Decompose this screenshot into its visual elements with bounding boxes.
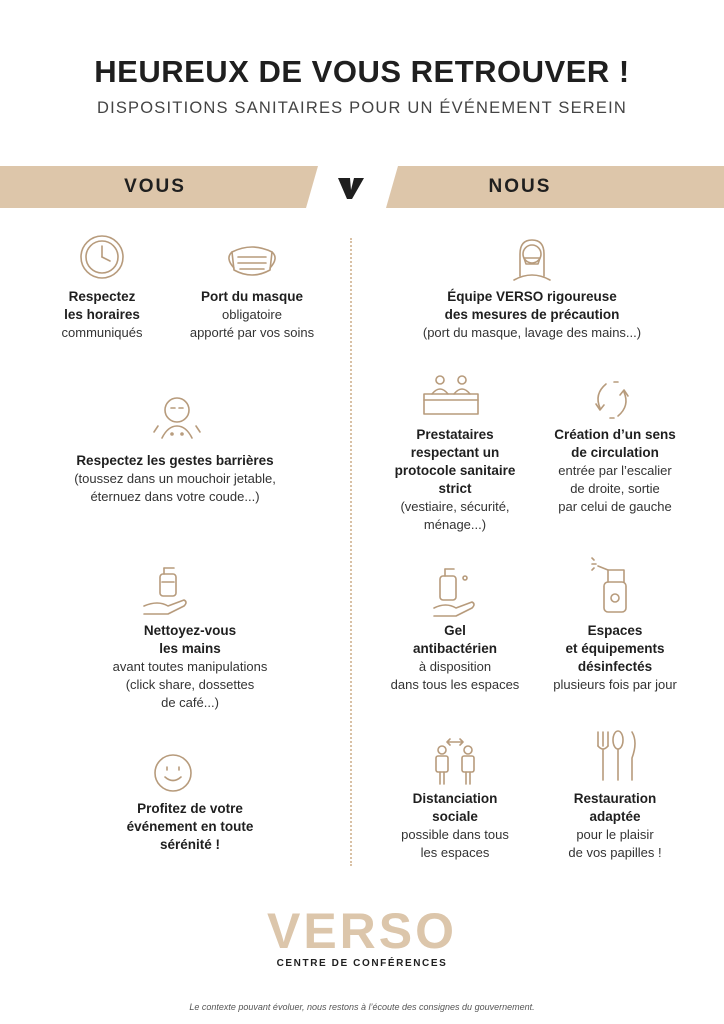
column-divider (350, 238, 352, 866)
item-desc: dans tous les espaces (390, 677, 520, 692)
nous-item-espaces (540, 622, 690, 694)
item-desc: (toussez dans un mouchoir jetable, (74, 471, 276, 486)
brand-logo: VERSO (266, 903, 458, 959)
nous-item-prestataires (380, 426, 530, 534)
item-title: désinfectés (577, 659, 653, 674)
item-desc: les espaces (420, 845, 490, 860)
item-title: sérénité ! (159, 837, 221, 852)
brand-subtitle: CENTRE DE CONFÉRENCES (276, 958, 448, 969)
item-title: respectant un (410, 445, 500, 460)
item-title: Prestataires (416, 427, 494, 442)
nous-item-circulation (540, 426, 690, 516)
vous-item-horaires (40, 288, 164, 342)
item-desc: (port du masque, lavage des mains...) (422, 325, 642, 340)
nous-item-distanciation (380, 790, 530, 862)
item-desc: (vestiaire, sécurité, (400, 499, 510, 514)
item-title: Respectez les gestes barrières (76, 453, 274, 468)
hand-sanitizer-icon (140, 560, 192, 618)
item-desc: pour le plaisir (576, 827, 654, 842)
item-title: les mains (159, 641, 221, 656)
item-title: antibactérien (412, 641, 498, 656)
masked-person-icon (510, 236, 554, 282)
circulation-arrows-icon (588, 378, 636, 422)
reception-desk-icon (422, 372, 480, 418)
item-desc: (click share, dossettes (125, 677, 255, 692)
item-desc: entrée par l’escalier (558, 463, 672, 478)
page-title: HEUREUX DE VOUS RETROUVER ! (94, 54, 630, 89)
item-title: Nettoyez-vous (143, 623, 237, 638)
nous-item-equipe (400, 288, 664, 342)
vous-item-profitez (80, 800, 300, 854)
distancing-icon (430, 736, 480, 786)
item-desc: par celui de gauche (558, 499, 672, 514)
item-desc: apporté par vos soins (189, 325, 315, 340)
mask-icon (224, 240, 280, 282)
item-title: Port du masque (200, 289, 303, 304)
vous-label: VOUS (124, 176, 186, 197)
item-title: strict (438, 481, 472, 496)
spray-bottle-icon (590, 556, 636, 616)
item-title: les horaires (64, 307, 140, 322)
smile-icon (152, 752, 194, 794)
item-desc: communiqués (61, 325, 143, 340)
verso-v-logo-icon (338, 178, 364, 199)
item-title: de circulation (571, 445, 659, 460)
item-title: événement en toute (126, 819, 254, 834)
nous-item-restauration (540, 790, 690, 862)
item-title: des mesures de précaution (444, 307, 620, 322)
item-desc: de droite, sortie (570, 481, 660, 496)
item-title: protocole sanitaire (394, 463, 516, 478)
item-title: sociale (432, 809, 478, 824)
item-desc: ménage...) (423, 517, 487, 532)
item-title: et équipements (565, 641, 665, 656)
item-desc: obligatoire (222, 307, 282, 322)
item-title: Espaces (587, 623, 643, 638)
cutlery-icon (594, 728, 640, 784)
footnote: Le contexte pouvant évoluer, nous restons à l’écoute des consignes du gouvernement. (189, 1002, 535, 1012)
item-title: Création d’un sens (554, 427, 676, 442)
item-desc: à disposition (418, 659, 492, 674)
item-desc: possible dans tous (401, 827, 509, 842)
item-desc: éternuez dans votre coude...) (90, 489, 260, 504)
vous-item-gestes (40, 452, 310, 506)
sneeze-icon (152, 392, 202, 442)
item-title: adaptée (589, 809, 641, 824)
item-title: Distanciation (412, 791, 498, 806)
page-subtitle: DISPOSITIONS SANITAIRES POUR UN ÉVÉNEMENT SEREIN (96, 99, 628, 117)
item-desc: avant toutes manipulations (112, 659, 268, 674)
nous-item-gel (380, 622, 530, 694)
item-desc: plusieurs fois par jour (553, 677, 677, 692)
item-title: Gel (444, 623, 466, 638)
vous-item-mains (70, 622, 310, 712)
nous-label: NOUS (488, 176, 552, 197)
clock-icon (78, 233, 126, 281)
item-title: Équipe VERSO rigoureuse (447, 289, 617, 304)
vous-item-masque (176, 288, 328, 342)
item-title: Profitez de votre (137, 801, 243, 816)
item-desc: de café...) (161, 695, 219, 710)
gel-bottle-icon (430, 562, 480, 618)
item-title: Restauration (573, 791, 657, 806)
item-title: Respectez (68, 289, 136, 304)
item-desc: de vos papilles ! (568, 845, 662, 860)
